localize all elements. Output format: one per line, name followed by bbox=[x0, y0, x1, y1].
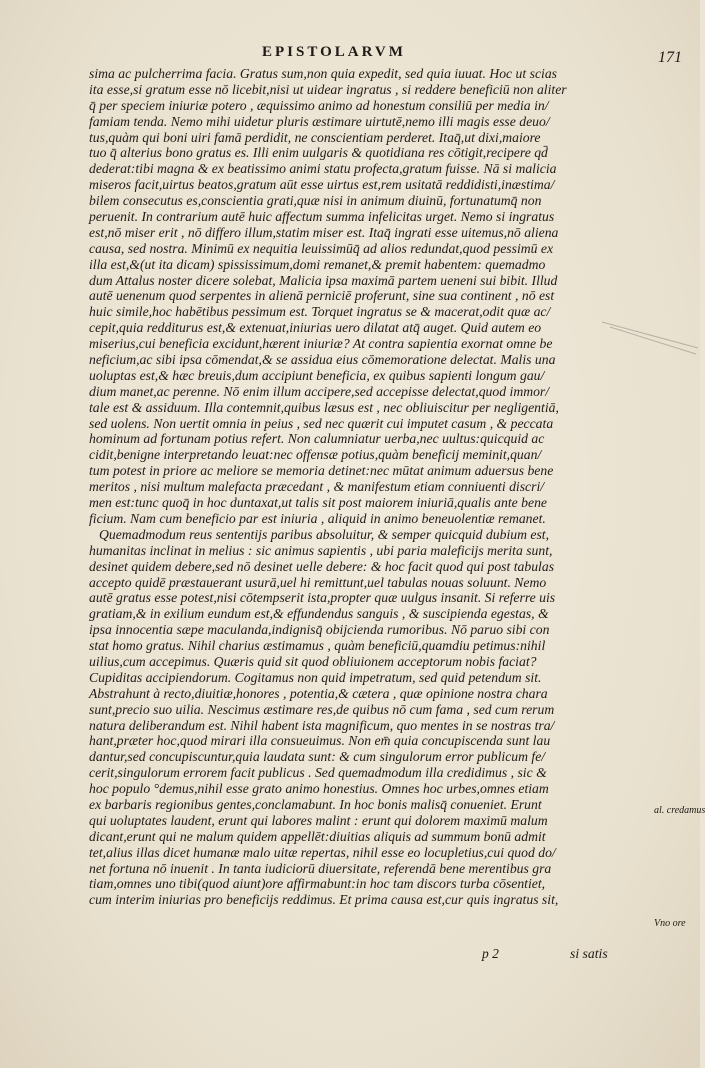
text-line: sunt,precio suo uilia. Nescimus æstimare res,de quibus nō cum fama , sed cum rerum bbox=[89, 701, 555, 717]
text-line: meritos , nisi multum malefacta præcedant , & manifestum etiam conniuenti discri/ bbox=[89, 479, 545, 495]
text-line: bilem consecutus es,conscientia grati,quæ nisi in animum diuinū, fortunatumq̄ non bbox=[89, 193, 542, 209]
text-line: ficium. Nam cum beneficio par est iniuria , aliquid in animo beneuolentiæ remanet. bbox=[89, 510, 546, 526]
text-line: hominum ad fortunam potius refert. Non calumniatur uerba,nec uultus:quicquid ac bbox=[89, 431, 545, 447]
text-line: Abstrahunt à recto,diuitiæ,honores , potentia,& cætera , quæ opinione nostra chara bbox=[89, 685, 548, 701]
text-line: sed uolens. Non uertit omnia in peius , sed nec quærit cui imputet casum , & peccata bbox=[89, 415, 554, 431]
text-line: cum interim iniurias pro beneficijs reddimus. Et prima causa est,cur quis ingratus sit, bbox=[89, 892, 559, 908]
text-line: hoc populo °demus,nihil esse grato animo honestius. Omnes hoc urbes,omnes etiam bbox=[89, 781, 549, 797]
text-line: desinet quidem debere,sed nō desinet uelle debere: & hoc facit quod qui post tabulas bbox=[89, 558, 555, 574]
text-line: q̄ per speciem iniuriæ potero , æquissimo animo ad honestum consiliū per media in/ bbox=[89, 97, 549, 113]
folio-number: 171 bbox=[658, 49, 682, 66]
text-line: tiam,omnes uno tibi(quod aiunt)ore affirmabunt:in hoc tam discors turba cōsentiet, bbox=[89, 876, 546, 892]
text-line: huic simile,hoc habētibus pessimum est. Torquet ingratus se & macerat,odit quæ ac/ bbox=[89, 304, 551, 320]
text-line: dantur,sed concupiscuntur,quia laudata sunt: & cum singulorum error publicum fe/ bbox=[89, 749, 546, 765]
text-line: tet,alius illas dicet humanæ malo uitæ repertas, nihil esse eo locupletius,cui quod do/ bbox=[89, 844, 556, 860]
running-title: EPISTOLARVM bbox=[262, 44, 406, 60]
pencil-mark-decoration bbox=[600, 318, 700, 358]
text-line: dicant,erunt qui ne malum quidem appellēt:diuitias aliquis ad summum bonū admit bbox=[89, 828, 546, 844]
text-line: peruenit. In contrarium autē huic affectum summa infelicitas urget. Nemo si ingratus bbox=[89, 209, 555, 225]
text-line: ex barbaris regionibus gentes,conclamabunt. In hoc bonis malisq̄ conueniet. Erunt bbox=[89, 796, 542, 812]
text-line: cerit,singulorum errorem facit publicus . Sed quemadmodum illa credidimus , sic & bbox=[89, 765, 547, 781]
signature-mark: p 2 bbox=[482, 946, 499, 961]
text-line: dium manet,ac perenne. Nō enim illum accipere,sed accepisse delectat,quod immor/ bbox=[89, 383, 550, 399]
text-line: cidit,benigne interpretando leuat:nec offensæ potius,quàm beneficij meminit,quan/ bbox=[89, 447, 542, 463]
text-line: autē gratus esse potest,nisi cōtempserit ista,propter quæ uulgus insanit. Si referre uis bbox=[89, 590, 556, 606]
text-line: dum Attalus noster dicere solebat, Malicia ipsa maximā partem ueneni sui bibit. Illud bbox=[89, 272, 558, 288]
text-line: tuo q̄ alterius bono gratus es. Illi enim uulgaris & quotidiana res cōtigit,recipere qd̄ bbox=[89, 145, 548, 161]
text-line: causa, sed nostra. Minimū ex nequitia leuissimūq̄ ad alios redundat,quod pessimū ex bbox=[89, 240, 554, 256]
marginal-note-uno-ore: Vno ore bbox=[654, 918, 686, 929]
text-line: humanitas inclinat in melius : sic animus sapientis , ubi paria maleficijs merita sunt, bbox=[89, 542, 553, 558]
text-line: famiam tenda. Nemo mihi uidetur pluris æstimare uirtutē,nemo illi magis esse deuo/ bbox=[89, 113, 550, 129]
text-line: gratiam,& in exilium eundum est,& effundendus sanguis , & suscipienda egestas, & bbox=[89, 606, 549, 622]
text-line: sima ac pulcherrima facia. Gratus sum,non quia expedit, sed quia iuuat. Hoc ut scias bbox=[89, 66, 557, 81]
text-line: qui uoluptates laudent, erunt qui labores malint : erunt qui dolorem maximū malum bbox=[89, 812, 548, 828]
text-line: autē uenenum quod serpentes in alienā perniciē proferunt, sine sua continent , nō est bbox=[89, 288, 555, 304]
text-line: Quemadmodum reus sententijs paribus absoluitur, & semper quicquid dubium est, bbox=[99, 526, 550, 542]
text-line: illa est,&(ut ita dicam) spississimum,domi remanet,& premit habentem: quemadmo bbox=[89, 256, 546, 272]
body-text-block bbox=[89, 66, 651, 908]
text-line: est,nō miser erit , nō differo illum,statim miser est. Itaq̄ ingrati esse uitemus,nō aliena bbox=[89, 224, 559, 240]
marginal-note-credamus: al. credamus bbox=[654, 805, 705, 816]
text-line: tum potest in priore ac meliore se memoria detinet:nec mūtat animum aduersus bene bbox=[89, 463, 554, 479]
text-line: uilius,cum accepimus. Quæris quid sit quod obliuionem acceptorum nobis faciat? bbox=[89, 653, 537, 669]
text-line: miserius,cui beneficia excidunt,hærent iniuriæ? At contra sapientia exornat omne be bbox=[89, 336, 553, 352]
text-line: neficium,ac sibi ipsa cōmendat,& se assidua eius cōmemoratione delectat. Malis una bbox=[89, 352, 556, 368]
text-line: accepto quidē præstauerant usurā,uel hi remittunt,uel tabulas nouas soluunt. Nemo bbox=[89, 574, 547, 590]
text-line: Cupiditas accipiendorum. Cogitamus non quid impetratum, sed quid petendum sit. bbox=[89, 669, 542, 685]
text-line: ita esse,si gratum esse nō licebit,nisi ut uidear ingratus , si reddere beneficiū non aliter bbox=[89, 81, 567, 97]
text-line: cepit,quia redditurus est,& extenuat,iniurias uero dilatat atq̄ auget. Quid autem eo bbox=[89, 320, 542, 336]
text-line: net fortuna nō inuenit . In tanta iudiciorū diuersitate, referendā bene merentibus gra bbox=[89, 860, 552, 876]
text-line: stat homo gratus. Nihil charius æstimamus , quàm beneficiū,quamdiu petimus:nihil bbox=[89, 638, 546, 654]
text-line: tus,quàm qui boni uiri famā perdidit, ne conscientiam perderet. Itaq̄,ut dixi,maiore bbox=[89, 129, 541, 145]
text-line: dederat:tibi magna & ex beatissimo animi statu profecta,gratum fuisse. Nā si malicia bbox=[89, 161, 557, 177]
text-line: hant,præter hoc,quod mirari illa consueuimus. Non em̄ quia concupiscenda sunt lau bbox=[89, 733, 551, 749]
text-line: tale est & assiduum. Illa contemnit,quibus læsus est , nec obliuiscitur per negligentiā, bbox=[89, 399, 559, 415]
text-line: miseros facit,uirtus beatos,gratum aūt esse uirtus est,rem usitatā reddidisti,inæstima/ bbox=[89, 177, 555, 193]
text-line: uoluptas est,& hæc breuis,dum accipiunt beneficia, ex quibus sapienti longum gau/ bbox=[89, 367, 545, 383]
catchword: si satis bbox=[570, 946, 608, 961]
text-line: ipsa innocentia sæpe maculanda,indignisq̄ obijcienda rumoribus. Nō paruo sibi con bbox=[89, 622, 550, 638]
text-line: natura deliberandum est. Nihil habent ista magnificum, quo mentes in se nostras tra/ bbox=[89, 717, 555, 733]
text-line: men est:tunc quoq̄ in hoc duntaxat,ut talis sit post maiorem iniuriā,qualis ante bene bbox=[89, 495, 547, 511]
